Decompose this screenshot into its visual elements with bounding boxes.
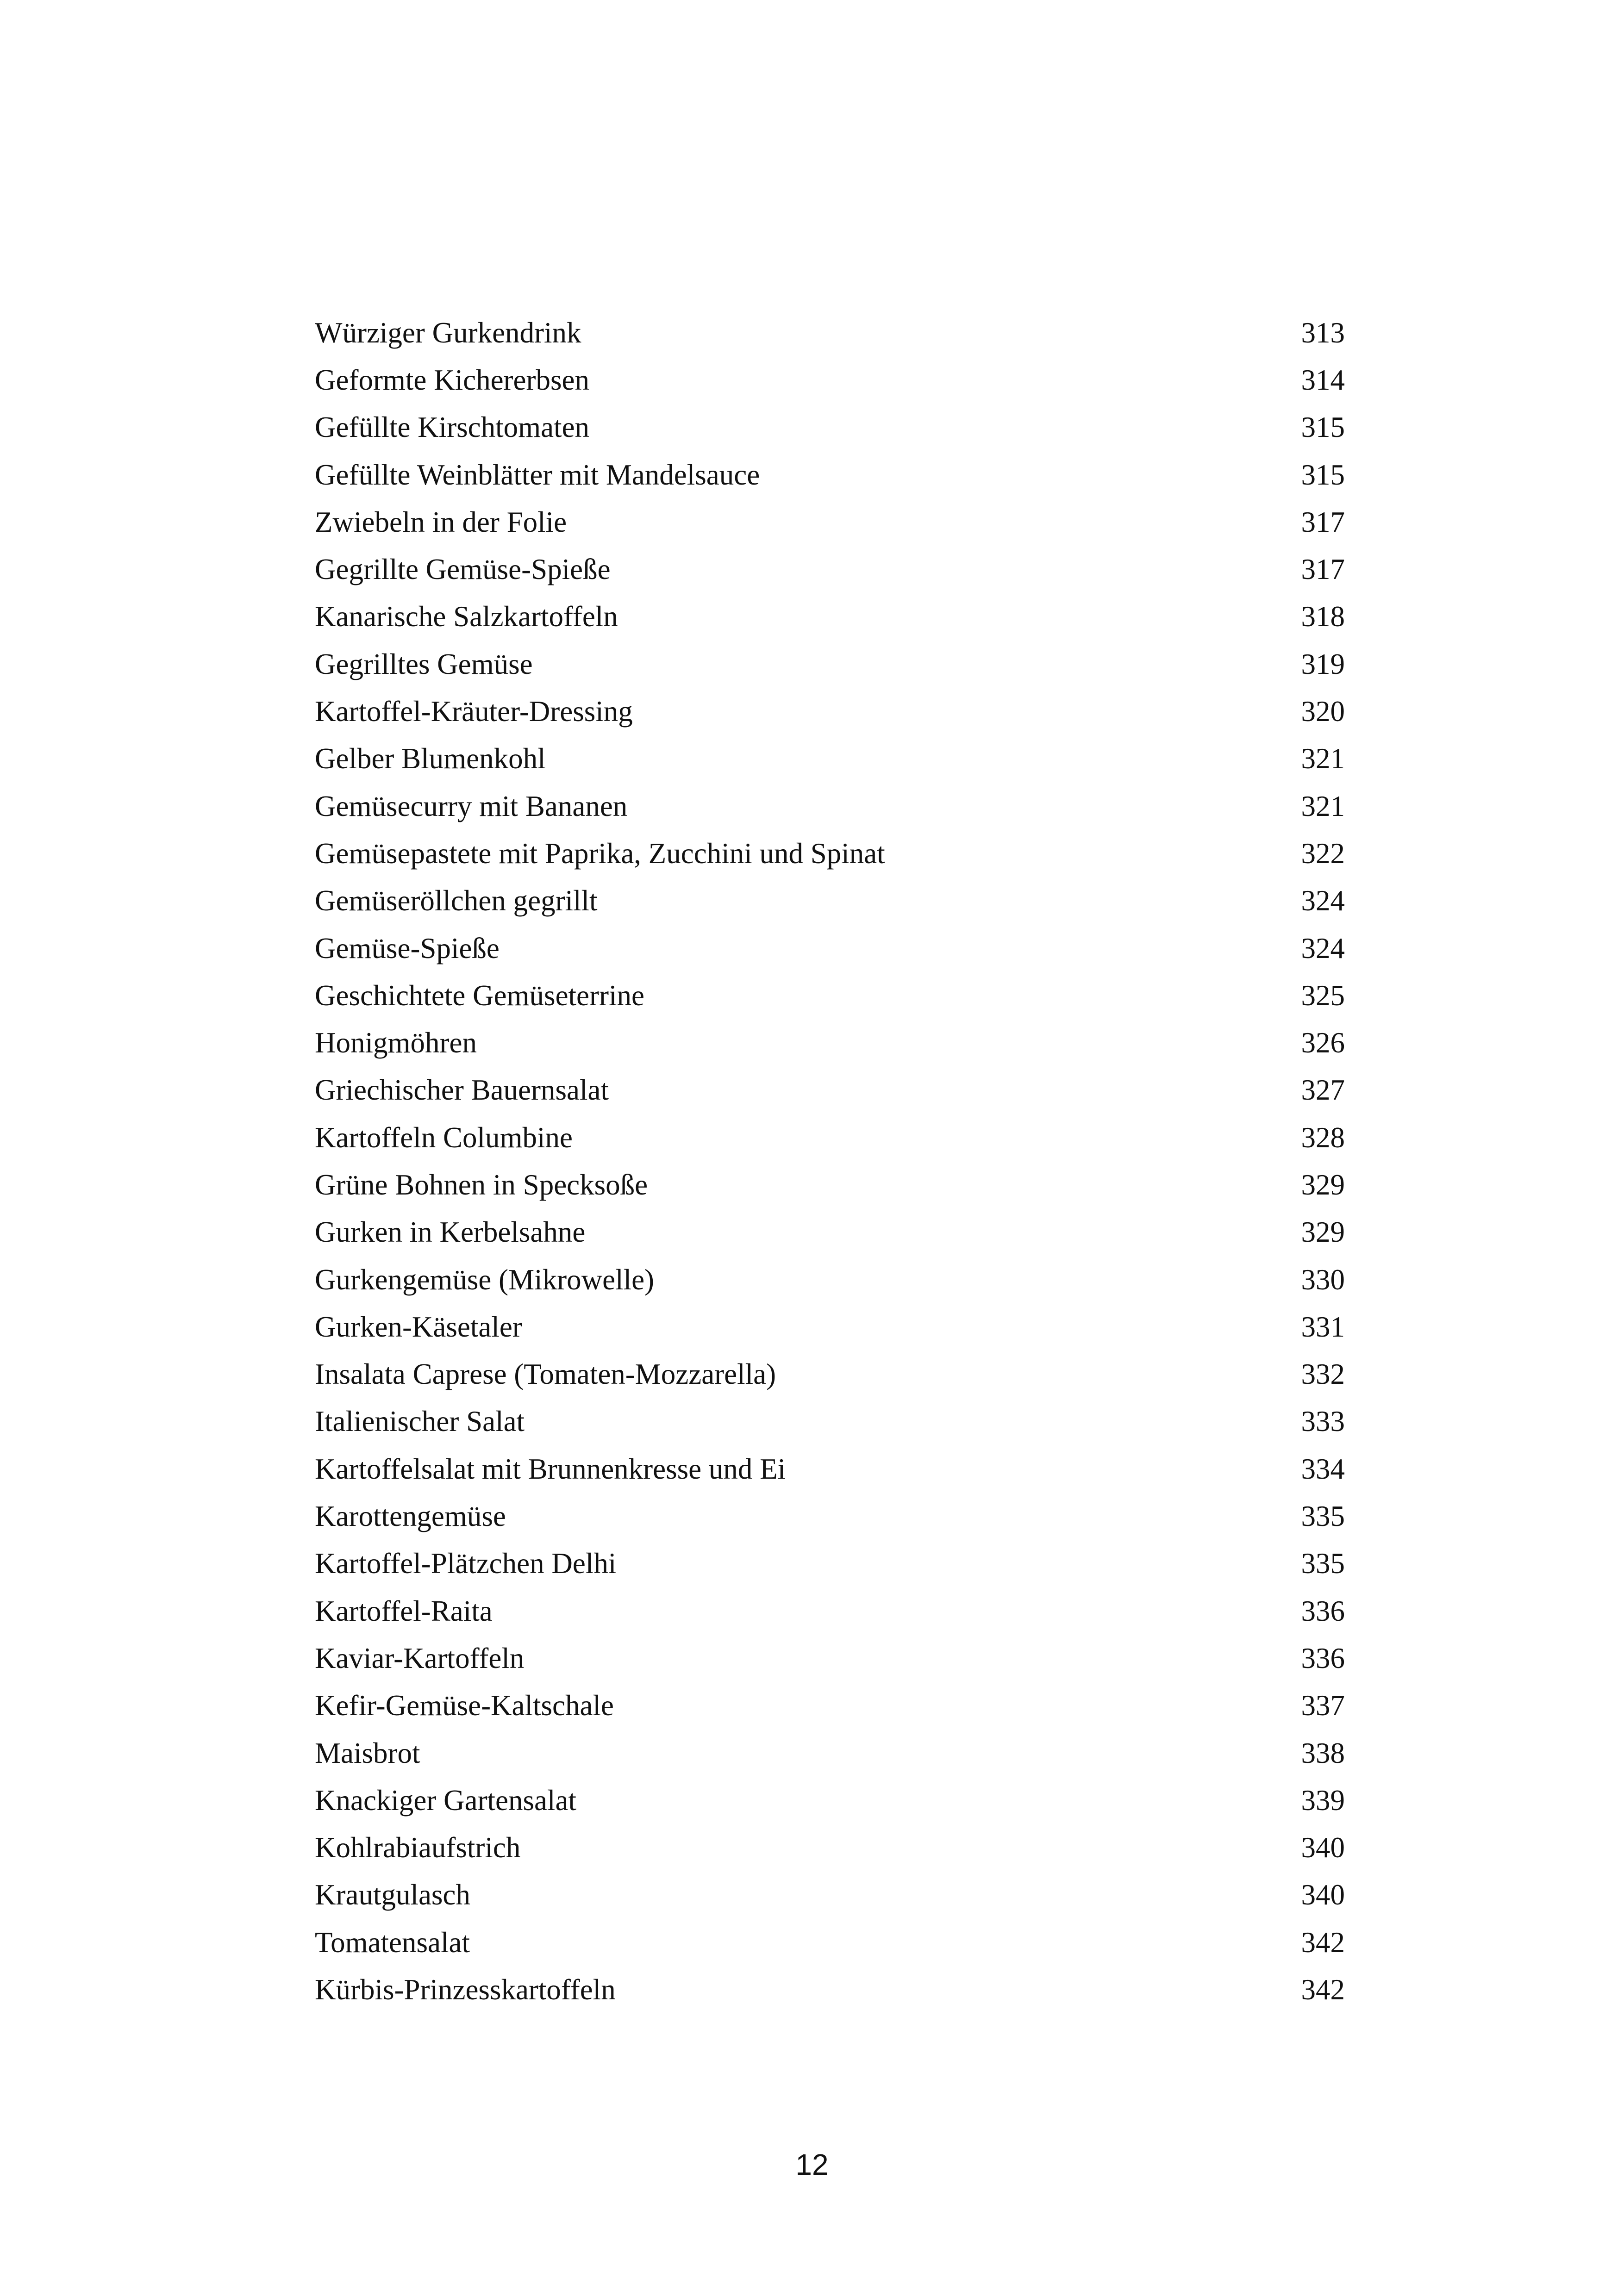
toc-entry-title: Gemüsepastete mit Paprika, Zucchini und Spinat xyxy=(315,837,885,870)
toc-entry-title: Geschichtete Gemüseterrine xyxy=(315,979,644,1012)
toc-entry xyxy=(315,641,1345,688)
toc-entry-page: 331 xyxy=(1301,1310,1345,1343)
toc-entry xyxy=(315,1161,1345,1208)
toc-entry-title: Insalata Caprese (Tomaten-Mozzarella) xyxy=(315,1358,776,1391)
toc-entry-title: Gurken-Käsetaler xyxy=(315,1310,522,1343)
toc-entry xyxy=(315,1587,1345,1635)
toc-entry-title: Kohlrabiaufstrich xyxy=(315,1831,521,1864)
toc-entry-page: 321 xyxy=(1301,742,1345,775)
toc-entry-title: Kartoffel-Raita xyxy=(315,1594,493,1627)
toc-entry-page: 317 xyxy=(1301,505,1345,538)
toc-entry-page: 313 xyxy=(1301,316,1345,349)
toc-entry xyxy=(315,1966,1345,2013)
toc-entry-title: Tomatensalat xyxy=(315,1926,470,1959)
toc-entry-page: 321 xyxy=(1301,790,1345,822)
toc-entry-title: Kartoffel-Plätzchen Delhi xyxy=(315,1547,617,1580)
toc-entry-page: 339 xyxy=(1301,1784,1345,1817)
toc-entry-title: Honigmöhren xyxy=(315,1027,477,1059)
toc-entry xyxy=(315,783,1345,830)
toc-entry-page: 336 xyxy=(1301,1642,1345,1674)
toc-entry xyxy=(315,1303,1345,1350)
toc-entry-title: Karottengemüse xyxy=(315,1500,506,1533)
toc-entry xyxy=(315,1824,1345,1872)
toc-entry-title: Gemüseröllchen gegrillt xyxy=(315,884,598,917)
toc-entry-page: 326 xyxy=(1301,1027,1345,1059)
toc-entry-title: Gefüllte Kirschtomaten xyxy=(315,411,590,444)
toc-entry xyxy=(315,1067,1345,1114)
toc-entry xyxy=(315,1540,1345,1587)
toc-entry xyxy=(315,1351,1345,1398)
toc-entry xyxy=(315,546,1345,593)
toc-entry-page: 319 xyxy=(1301,647,1345,680)
toc-entry-title: Krautgulasch xyxy=(315,1879,470,1911)
toc-entry-title: Gurkengemüse (Mikrowelle) xyxy=(315,1263,655,1296)
toc-entry-page: 334 xyxy=(1301,1452,1345,1485)
toc-entry-page: 330 xyxy=(1301,1263,1345,1296)
toc-entry-page: 322 xyxy=(1301,837,1345,870)
toc-entry-page: 337 xyxy=(1301,1689,1345,1722)
toc-entry-page: 329 xyxy=(1301,1216,1345,1249)
toc-entry xyxy=(315,404,1345,451)
toc-entry-title: Grüne Bohnen in Specksoße xyxy=(315,1168,648,1201)
toc-entry-title: Gelber Blumenkohl xyxy=(315,742,546,775)
toc-entry xyxy=(315,877,1345,925)
toc-entry-page: 320 xyxy=(1301,695,1345,728)
toc-entry-page: 333 xyxy=(1301,1405,1345,1438)
toc-entry-title: Kaviar-Kartoffeln xyxy=(315,1642,525,1674)
toc-entry xyxy=(315,1635,1345,1682)
page-number: 12 xyxy=(795,2148,829,2181)
toc-entry xyxy=(315,1445,1345,1493)
toc-entry-page: 338 xyxy=(1301,1736,1345,1769)
toc-entry-title: Gefüllte Weinblätter mit Mandelsauce xyxy=(315,458,760,491)
toc-entry-title: Italienischer Salat xyxy=(315,1405,525,1438)
toc-entry-title: Kartoffel-Kräuter-Dressing xyxy=(315,695,633,728)
toc-entry xyxy=(315,688,1345,735)
toc-entry-title: Zwiebeln in der Folie xyxy=(315,505,567,538)
toc-entry-page: 329 xyxy=(1301,1168,1345,1201)
toc-entry xyxy=(315,593,1345,641)
toc-entry-title: Kefir-Gemüse-Kaltschale xyxy=(315,1689,614,1722)
toc-entry-page: 327 xyxy=(1301,1074,1345,1107)
toc-entry-title: Geformte Kichererbsen xyxy=(315,363,589,396)
toc-entry xyxy=(315,1919,1345,1966)
toc-entry-page: 342 xyxy=(1301,1926,1345,1959)
toc-entry xyxy=(315,1493,1345,1540)
toc-entry-page: 340 xyxy=(1301,1879,1345,1911)
toc-entry-title: Gemüsecurry mit Bananen xyxy=(315,790,628,822)
toc-entry-title: Kartoffeln Columbine xyxy=(315,1121,573,1154)
toc-entry xyxy=(315,925,1345,972)
toc-entry xyxy=(315,1872,1345,1919)
toc-entry xyxy=(315,1209,1345,1256)
toc-entry xyxy=(315,1256,1345,1303)
toc-entry-page: 328 xyxy=(1301,1121,1345,1154)
toc-entry xyxy=(315,1682,1345,1730)
toc-entry xyxy=(315,1398,1345,1445)
toc-entry xyxy=(315,498,1345,546)
toc-entry-page: 318 xyxy=(1301,600,1345,633)
toc-entry-title: Kanarische Salzkartoffeln xyxy=(315,600,618,633)
toc-entry xyxy=(315,735,1345,783)
toc-entry-title: Würziger Gurkendrink xyxy=(315,316,581,349)
toc-entry-page: 324 xyxy=(1301,932,1345,964)
toc-entry xyxy=(315,1114,1345,1161)
toc-entry-page: 315 xyxy=(1301,458,1345,491)
toc-entry xyxy=(315,1019,1345,1066)
toc-entry-title: Griechischer Bauernsalat xyxy=(315,1074,609,1107)
toc-entry-page: 335 xyxy=(1301,1547,1345,1580)
toc-entry-page: 336 xyxy=(1301,1594,1345,1627)
toc-entry-title: Gegrilltes Gemüse xyxy=(315,647,533,680)
toc-entry-page: 324 xyxy=(1301,884,1345,917)
toc-entry-title: Maisbrot xyxy=(315,1736,420,1769)
table-of-contents xyxy=(315,309,1345,2014)
toc-entry xyxy=(315,972,1345,1019)
toc-entry-title: Kartoffelsalat mit Brunnenkresse und Ei xyxy=(315,1452,786,1485)
toc-entry-page: 342 xyxy=(1301,1973,1345,2006)
toc-entry-title: Gemüse-Spieße xyxy=(315,932,500,964)
toc-entry xyxy=(315,451,1345,498)
toc-entry-page: 314 xyxy=(1301,363,1345,396)
toc-entry xyxy=(315,1730,1345,1777)
toc-entry-title: Knackiger Gartensalat xyxy=(315,1784,576,1817)
toc-entry-page: 315 xyxy=(1301,411,1345,444)
toc-entry-page: 332 xyxy=(1301,1358,1345,1391)
toc-entry-page: 340 xyxy=(1301,1831,1345,1864)
toc-entry-title: Gegrillte Gemüse-Spieße xyxy=(315,553,611,586)
toc-entry-page: 325 xyxy=(1301,979,1345,1012)
toc-entry-page: 317 xyxy=(1301,553,1345,586)
toc-entry-title: Kürbis-Prinzesskartoffeln xyxy=(315,1973,616,2006)
toc-entry xyxy=(315,830,1345,877)
toc-entry xyxy=(315,309,1345,356)
toc-entry-title: Gurken in Kerbelsahne xyxy=(315,1216,586,1249)
toc-entry xyxy=(315,1777,1345,1824)
toc-entry xyxy=(315,356,1345,404)
toc-entry-page: 335 xyxy=(1301,1500,1345,1533)
